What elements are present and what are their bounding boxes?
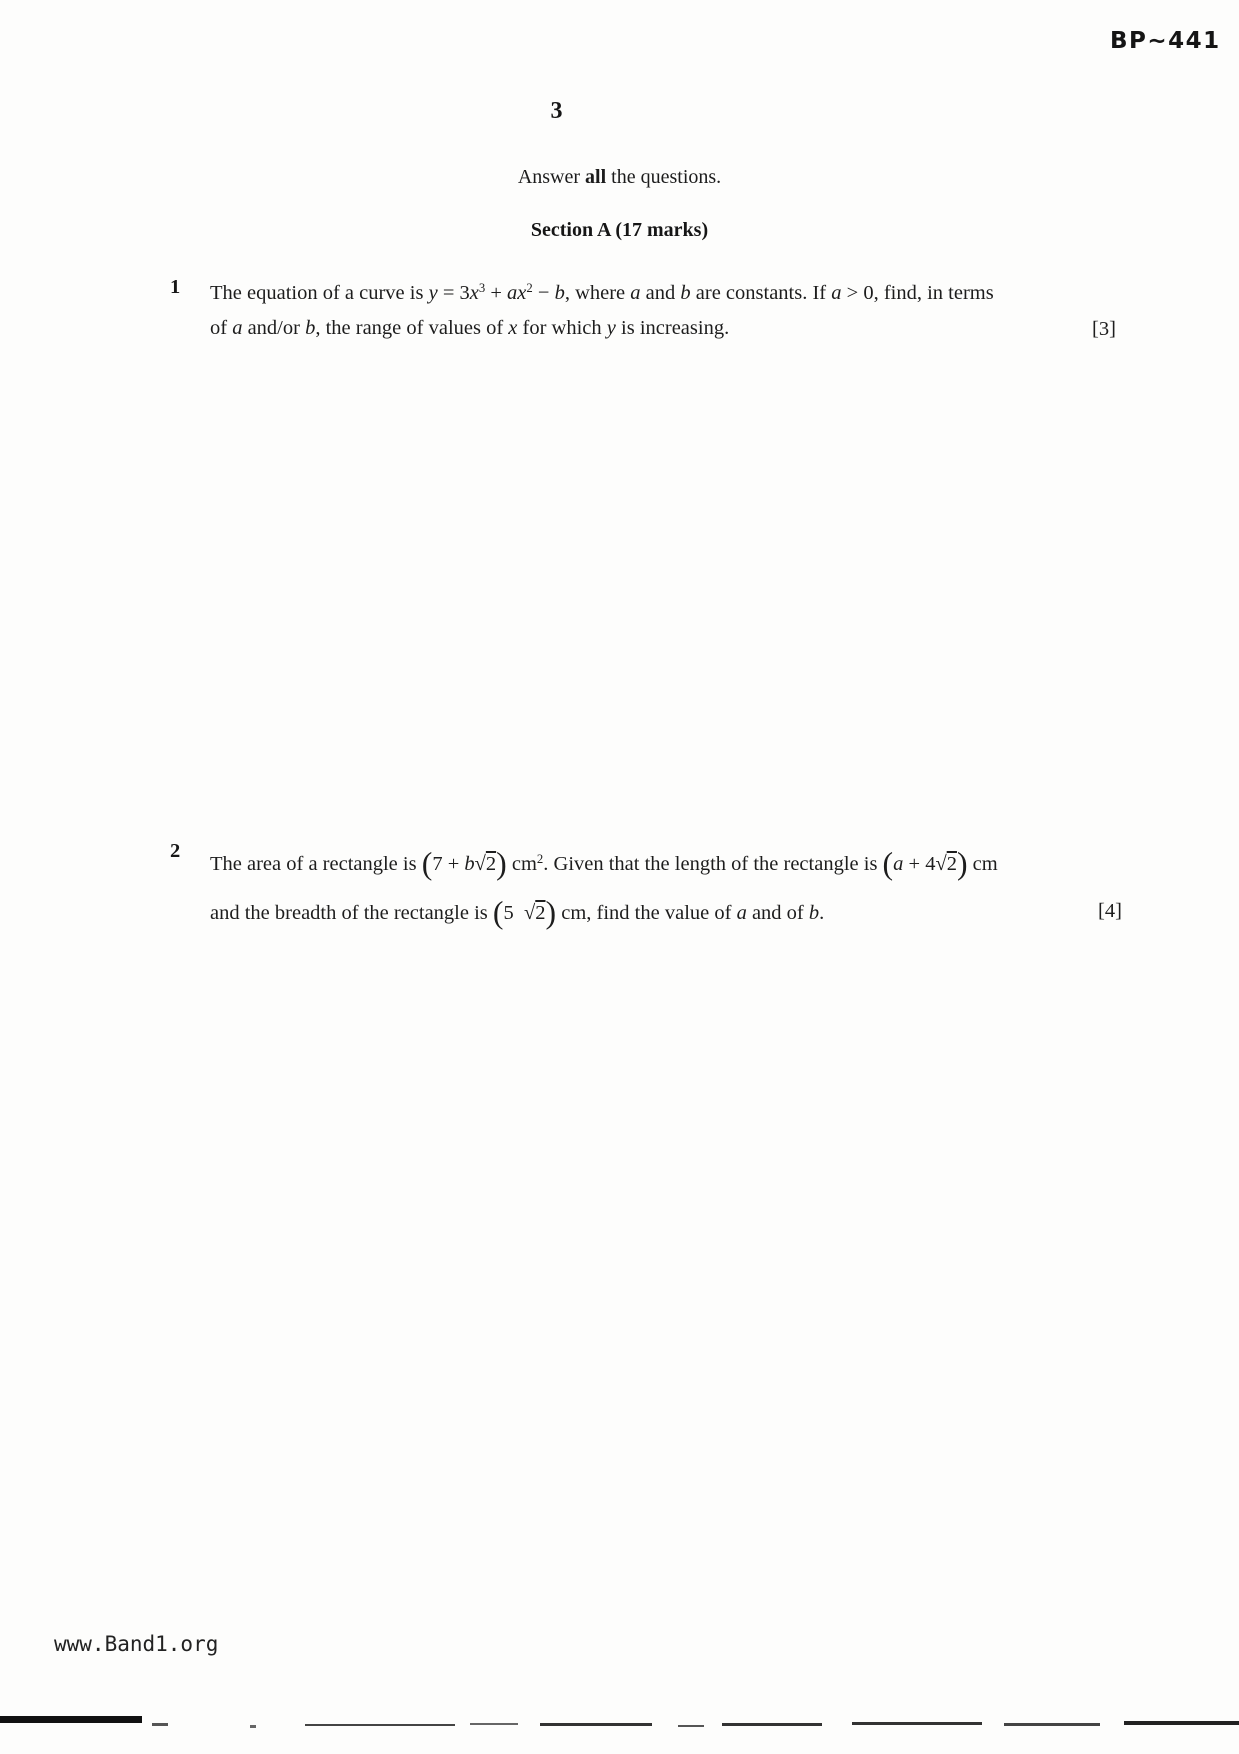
scan-line-segment — [540, 1723, 652, 1726]
scan-line-segment — [152, 1723, 168, 1726]
question-2-text — [210, 840, 1150, 938]
document-code: BP~441 — [1110, 28, 1221, 54]
section-a-title: Section A (17 marks) — [530, 219, 709, 241]
scan-line-segment — [852, 1722, 982, 1725]
scan-line-segment — [1004, 1723, 1100, 1726]
scan-line-segment — [678, 1725, 704, 1727]
question-1-line-1: The equation of a curve is $y = 3x^3 + ax^2 - b$, where a and b are constants. If a > 0, find, in terms — [210, 281, 994, 304]
scan-line-segment — [722, 1723, 822, 1726]
question-1-marks: [3] — [1092, 318, 1116, 340]
question-2-marks: [4] — [1098, 900, 1122, 922]
question-1 — [170, 276, 1130, 346]
question-1-number: 1 — [170, 276, 181, 298]
watermark-url: www.Band1.org — [54, 1632, 219, 1656]
page-number: 3 — [550, 98, 563, 124]
question-2-line-2: and the breadth of the rectangle is (5 √2) cm, find the value of a and of b. — [210, 894, 825, 930]
scan-line-segment — [250, 1725, 256, 1728]
question-2 — [170, 840, 1150, 938]
scan-line-segment — [1124, 1721, 1239, 1725]
question-2-line-1: The area of a rectangle is (7 + b√2) $cm^2$. Given that the length of the rectangle is (a + 4√2) cm — [210, 845, 998, 881]
question-2-number: 2 — [170, 840, 181, 862]
question-1-line-2: of a and/or b, the range of values of x for which y is increasing. — [210, 317, 730, 339]
scan-line-segment — [470, 1723, 518, 1725]
scan-line-segment — [0, 1716, 142, 1723]
question-1-text — [210, 276, 1130, 346]
answer-instruction: Answer all the questions. — [517, 166, 722, 188]
scan-line-segment — [305, 1724, 455, 1726]
